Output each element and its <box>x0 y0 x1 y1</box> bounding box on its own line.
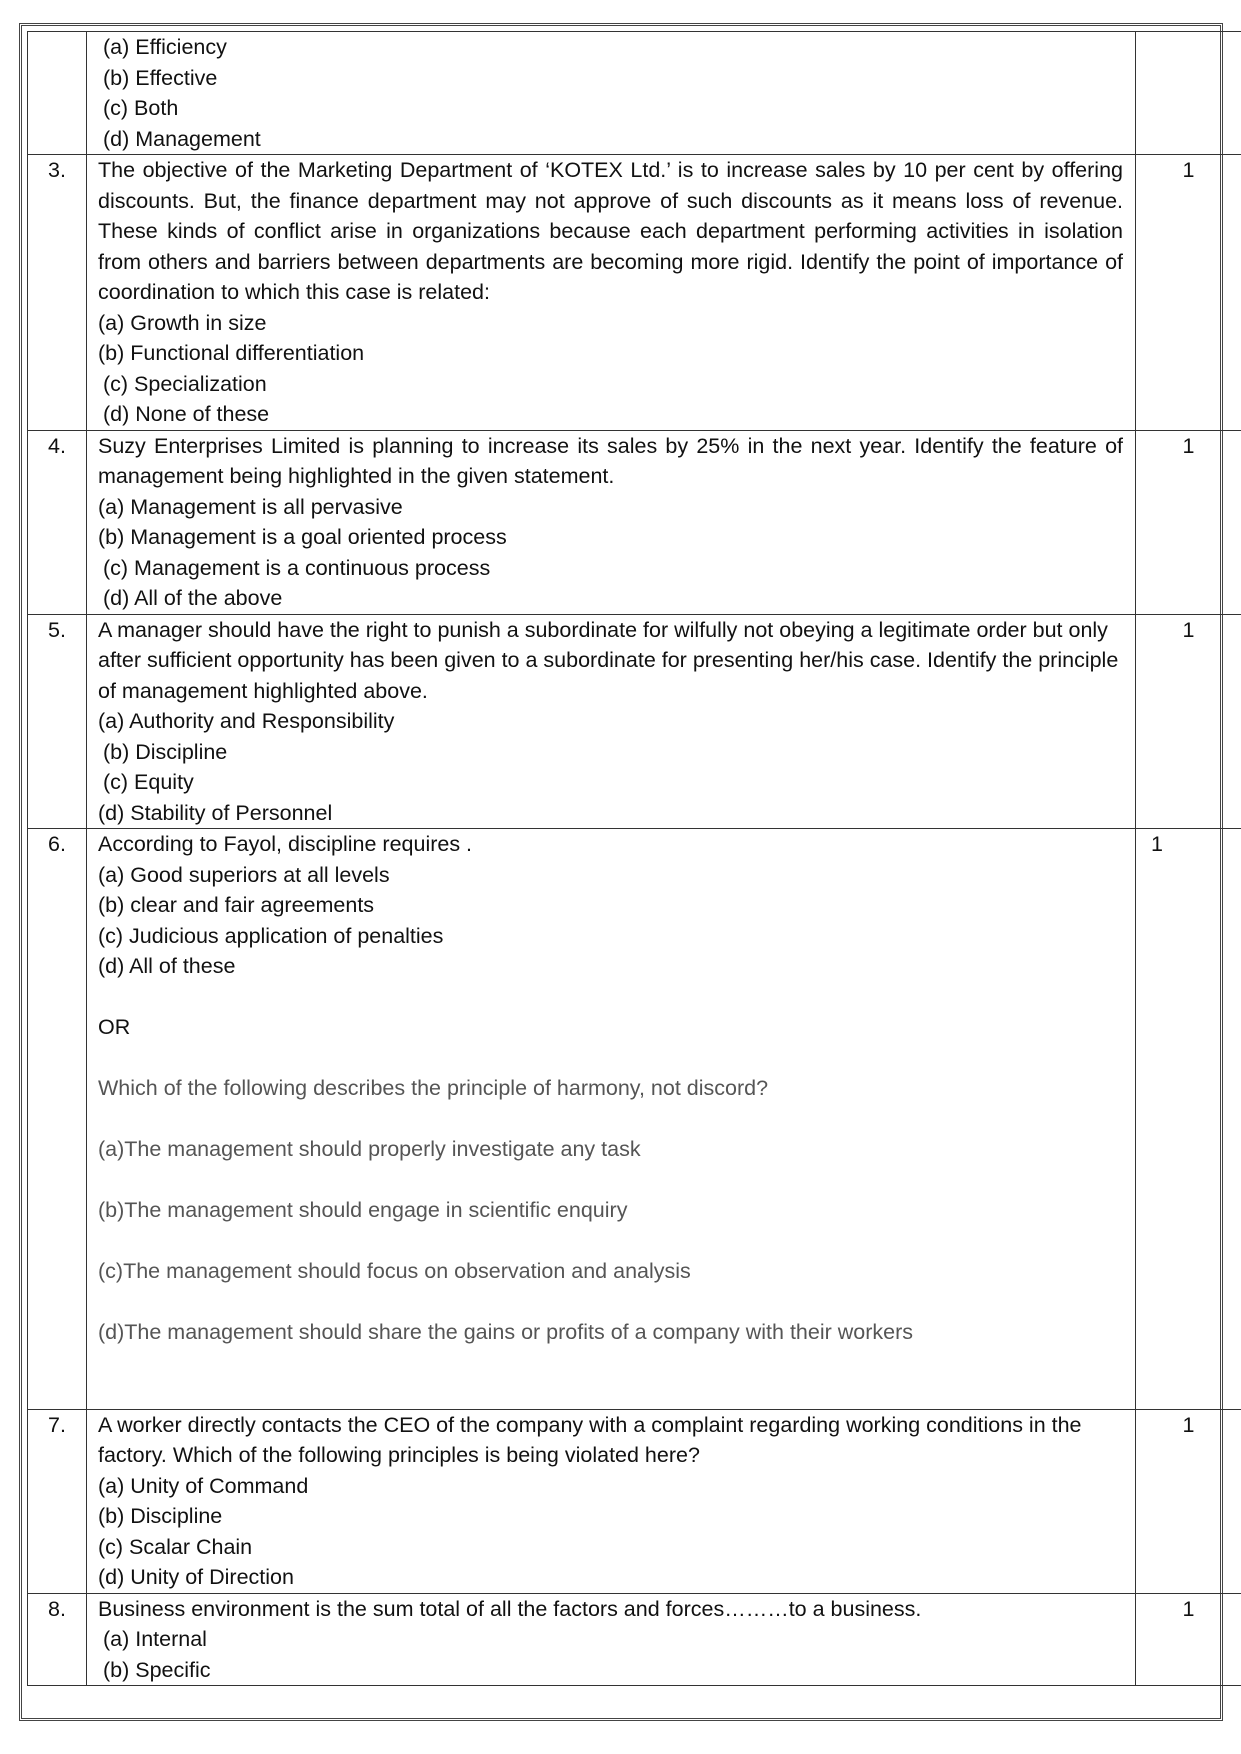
spacer <box>98 1287 1123 1318</box>
question-table <box>27 31 1241 1686</box>
spacer <box>98 1226 1123 1257</box>
option: (d) All of these <box>98 954 236 978</box>
table-row <box>28 614 1241 829</box>
marks: 1 <box>1136 430 1241 614</box>
option: (b) Discipline <box>98 1504 223 1528</box>
option: (d) Unity of Direction <box>98 1565 294 1589</box>
marks: 1 <box>1136 1593 1241 1686</box>
table-row <box>28 1593 1241 1686</box>
question-number: 3. <box>28 155 87 431</box>
option: (b) Effective <box>103 65 218 90</box>
question-number: 5. <box>28 614 87 829</box>
option: (b) clear and fair agreements <box>98 893 375 917</box>
alt-option: (b)The management should engage in scientific enquiry <box>98 1198 628 1222</box>
marks: 1 <box>1136 614 1241 829</box>
option: (a) Unity of Command <box>98 1473 309 1498</box>
table-row <box>28 430 1241 614</box>
option: (a) Internal <box>103 1627 207 1651</box>
option: (d) All of the above <box>103 586 283 610</box>
alt-option: (a)The management should properly investigate any task <box>98 1137 641 1161</box>
question-body <box>87 1593 1136 1686</box>
option: (a) Authority and Responsibility <box>98 709 395 733</box>
question-text: A worker directly contacts the CEO of the company with a complaint regarding working conditions in the factory. Which of the following principles is being violated here? <box>98 1412 1082 1467</box>
option: (b) Discipline <box>103 739 228 764</box>
question-text: According to Fayol, discipline requires . <box>98 832 473 856</box>
option: (b) Specific <box>103 1657 211 1682</box>
option: (d) Stability of Personnel <box>98 800 333 825</box>
spacer <box>98 1348 1123 1409</box>
question-body <box>87 1409 1136 1593</box>
marks: 1 <box>1136 1409 1241 1593</box>
option: (a) Management is all pervasive <box>98 494 403 519</box>
question-text: Business environment is the sum total of all the factors and forces………to a business. <box>98 1596 922 1621</box>
question-body <box>87 829 1136 1410</box>
question-text: Suzy Enterprises Limited is planning to increase its sales by 25% in the next year. Identify the feature of management being highlighted in the given statement. <box>98 433 1123 488</box>
spacer <box>98 1104 1123 1135</box>
question-body <box>87 430 1136 614</box>
question-number <box>28 32 87 155</box>
question-body <box>87 614 1136 829</box>
marks: 1 <box>1136 155 1241 431</box>
table-row <box>28 829 1241 1410</box>
option: (c) Equity <box>103 770 194 794</box>
option: (d) None of these <box>103 402 270 426</box>
alt-question-text: Which of the following describes the principle of harmony, not discord? <box>98 1076 769 1100</box>
spacer <box>98 982 1123 1013</box>
table-row <box>28 32 1241 155</box>
alt-option: (c)The management should focus on observation and analysis <box>98 1259 691 1283</box>
question-text: The objective of the Marketing Department of ‘KOTEX Ltd.’ is to increase sales by 10 per cent by offering discounts. But, the finance department may not approve of such discounts as it means loss of revenue. These kinds of conflict arise in organizations because each department performing activities in isolation from others and barriers between departments are becoming more rigid. Identify the point of importance of coordination to which this case is related: <box>98 158 1123 304</box>
option: (b) Functional differentiation <box>98 341 365 365</box>
question-number: 7. <box>28 1409 87 1593</box>
question-number: 6. <box>28 829 87 1410</box>
or-label: OR <box>98 1015 131 1039</box>
question-body <box>87 32 1136 155</box>
spacer <box>98 1165 1123 1196</box>
option: (c) Scalar Chain <box>98 1534 253 1559</box>
option: (c) Both <box>103 96 179 120</box>
spacer <box>98 1043 1123 1074</box>
table-row <box>28 155 1241 431</box>
marks: 1 <box>1136 829 1241 1410</box>
marks <box>1136 32 1241 155</box>
option: (a) Efficiency <box>103 35 227 59</box>
question-text: A manager should have the right to punish a subordinate for wilfully not obeying a legitimate order but only after sufficient opportunity has been given to a subordinate for presenting her/his case. Identify the principle of management highlighted above. <box>98 617 1119 703</box>
option: (c) Management is a continuous process <box>103 555 491 580</box>
option: (c) Specialization <box>103 371 267 396</box>
alt-option: (d)The management should share the gains or profits of a company with their workers <box>98 1320 914 1344</box>
question-number: 8. <box>28 1593 87 1686</box>
table-row <box>28 1409 1241 1593</box>
question-body <box>87 155 1136 431</box>
option: (c) Judicious application of penalties <box>98 923 444 948</box>
option: (a) Growth in size <box>98 310 267 335</box>
option: (d) Management <box>103 126 261 151</box>
option: (b) Management is a goal oriented process <box>98 525 507 549</box>
option: (a) Good superiors at all levels <box>98 862 390 887</box>
question-number: 4. <box>28 430 87 614</box>
